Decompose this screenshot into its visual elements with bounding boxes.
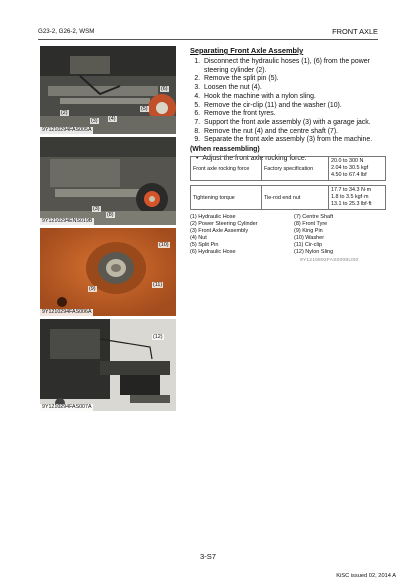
figure-caption: 9Y1210294FAS006A: [42, 309, 92, 315]
step: 4. Hook the machine with a nylon sling.: [202, 93, 386, 102]
list-item: (4) Nut: [190, 234, 207, 241]
spec-values: [329, 157, 386, 181]
figure-4-photo: [40, 319, 176, 411]
spec-table: [190, 156, 386, 210]
step: 1. Disconnect the hydraulic hoses (1), (6) from the power steering cylinder (2).: [202, 58, 386, 75]
table-row: [191, 157, 386, 181]
spec-value: 13.1 to 25.3 lbf·ft: [331, 201, 372, 207]
step: 9. Separate the front axle assembly (3) from the machine.: [202, 136, 386, 145]
list-item: (1) Hydraulic Hose: [190, 214, 236, 220]
reference-code: 9Y1210892FAS0008US0: [300, 258, 359, 263]
callout: (10): [159, 242, 169, 248]
spec-label: Front axle rocking force: [191, 157, 262, 181]
list-item: (7) Centre Shaft: [294, 214, 334, 220]
procedure-section: [190, 46, 386, 163]
parts-col-right: [294, 214, 333, 255]
step: 5. Remove the cir-clip (11) and the washer (10).: [202, 102, 386, 111]
figure-2: [40, 137, 176, 225]
list-item: (6) Hydraulic Hose: [190, 248, 236, 255]
callout: (2): [61, 110, 68, 116]
spec-value: 4.50 to 67.4 lbf: [331, 172, 367, 178]
issue-label: KiSC issued 02, 2014 A: [336, 573, 396, 579]
figure-3: [40, 228, 176, 316]
spec-kind: Tie-rod end nut: [262, 186, 329, 210]
figure-caption: 9Y1210294ENS019B: [42, 218, 93, 224]
callout: (5): [141, 106, 148, 112]
spec-kind: Factory specification: [262, 157, 329, 181]
section-title: FRONT AXLE: [332, 27, 378, 36]
callout: (12): [153, 334, 163, 340]
header-rule: [38, 39, 378, 40]
step: 7. Support the front axle assembly (3) with a garage jack.: [202, 119, 386, 128]
reassembling-title: (When reassembling): [190, 146, 260, 154]
callout: (3): [91, 118, 98, 124]
parts-col-left: [190, 214, 258, 255]
step: 2. Remove the split pin (5).: [202, 75, 386, 84]
figure-caption: 9Y1210294FAS005A: [42, 127, 92, 133]
page-header: [38, 28, 378, 42]
figure-3-photo: [40, 228, 176, 316]
step: 8. Remove the nut (4) and the centre shaft (7).: [202, 128, 386, 137]
procedure-steps: [190, 58, 386, 145]
reassembling-note: • Adjust the front axle rocking force.: [190, 155, 386, 164]
spec-label: Tightening torque: [191, 186, 262, 210]
list-item: (5) Split Pin: [190, 241, 219, 248]
spec-values: [329, 186, 386, 210]
callout: (6): [161, 86, 168, 92]
list-item: (2) Power Steering Cylinder: [190, 220, 258, 227]
callout: (11): [153, 282, 163, 288]
callout: (3): [93, 206, 100, 212]
page-number: 3-S7: [199, 552, 217, 561]
spec-value: 1.8 to 3.5 kgf·m: [331, 194, 369, 200]
step: 3. Loosen the nut (4).: [202, 84, 386, 93]
list-item: (9) King Pin: [294, 227, 323, 234]
list-item: (3) Front Axle Assembly: [190, 227, 249, 234]
table-row: [191, 186, 386, 210]
step: 6. Remove the front tyres.: [202, 110, 386, 119]
spec-value: 20.0 to 300 N: [331, 158, 364, 164]
figure-1: [40, 46, 176, 134]
figure-4: [40, 319, 176, 411]
callout: (9): [89, 286, 96, 292]
figure-caption: 9Y1210294FAS007A: [42, 404, 92, 410]
procedure-title: Separating Front Axle Assembly: [190, 46, 304, 55]
list-item: (11) Cir-clip: [294, 241, 323, 248]
list-item: (8) Front Tyre: [294, 220, 328, 227]
spec-value: 2.04 to 30.5 kgf: [331, 165, 369, 171]
model-label: G23-2, G26-2, WSM: [38, 28, 95, 35]
list-item: (12) Nylon Sling: [294, 248, 334, 255]
spec-value: 17.7 to 34.3 N·m: [331, 187, 372, 193]
list-item: (10) Washer: [294, 234, 325, 241]
callout: (4): [109, 116, 116, 122]
parts-list: [190, 214, 386, 258]
callout: (8): [107, 212, 114, 218]
